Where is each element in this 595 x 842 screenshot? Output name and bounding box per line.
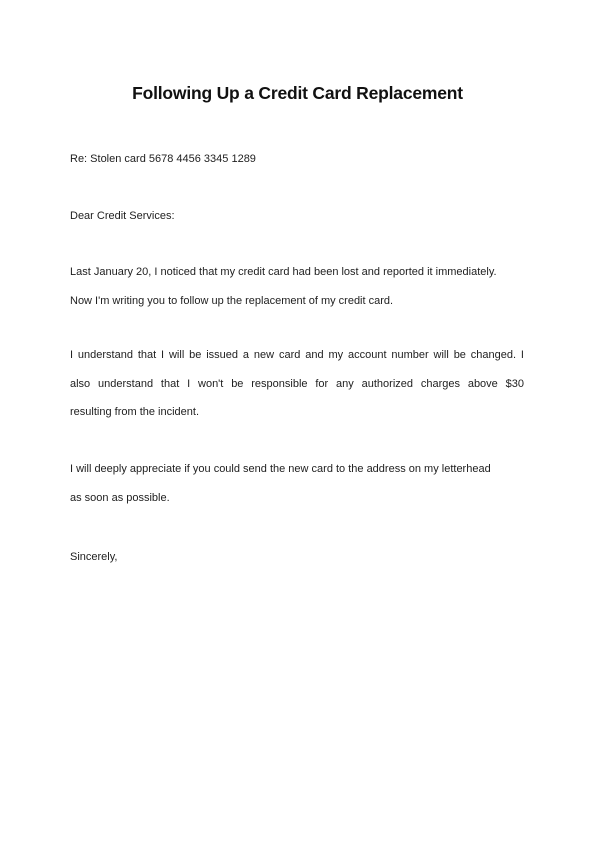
closing: Sincerely, [70,551,118,563]
paragraph-line: resulting from the incident. [70,406,200,418]
paragraph-line: I will deeply appreciate if you could send the new card to the address on my letterhead [70,463,491,475]
paragraph-2 [70,341,524,427]
salutation: Dear Credit Services: [70,210,175,222]
reference-line: Re: Stolen card 5678 4456 3345 1289 [70,153,256,165]
paragraph-3 [70,455,524,512]
paragraph-line: Now I'm writing you to follow up the replacement of my credit card. [70,294,394,307]
paragraph-line: as soon as possible. [70,491,170,504]
paragraph-line: also understand that I won't be responsible for any authorized charges above $30 [70,377,524,390]
letter-title: Following Up a Credit Card Replacement [132,83,463,103]
paragraph-line: Last January 20, I noticed that my credit card had been lost and reported it immediately. [70,266,497,278]
paragraph-line: I understand that I will be issued a new card and my account number will be changed. I [70,349,524,361]
paragraph-1 [70,258,524,315]
